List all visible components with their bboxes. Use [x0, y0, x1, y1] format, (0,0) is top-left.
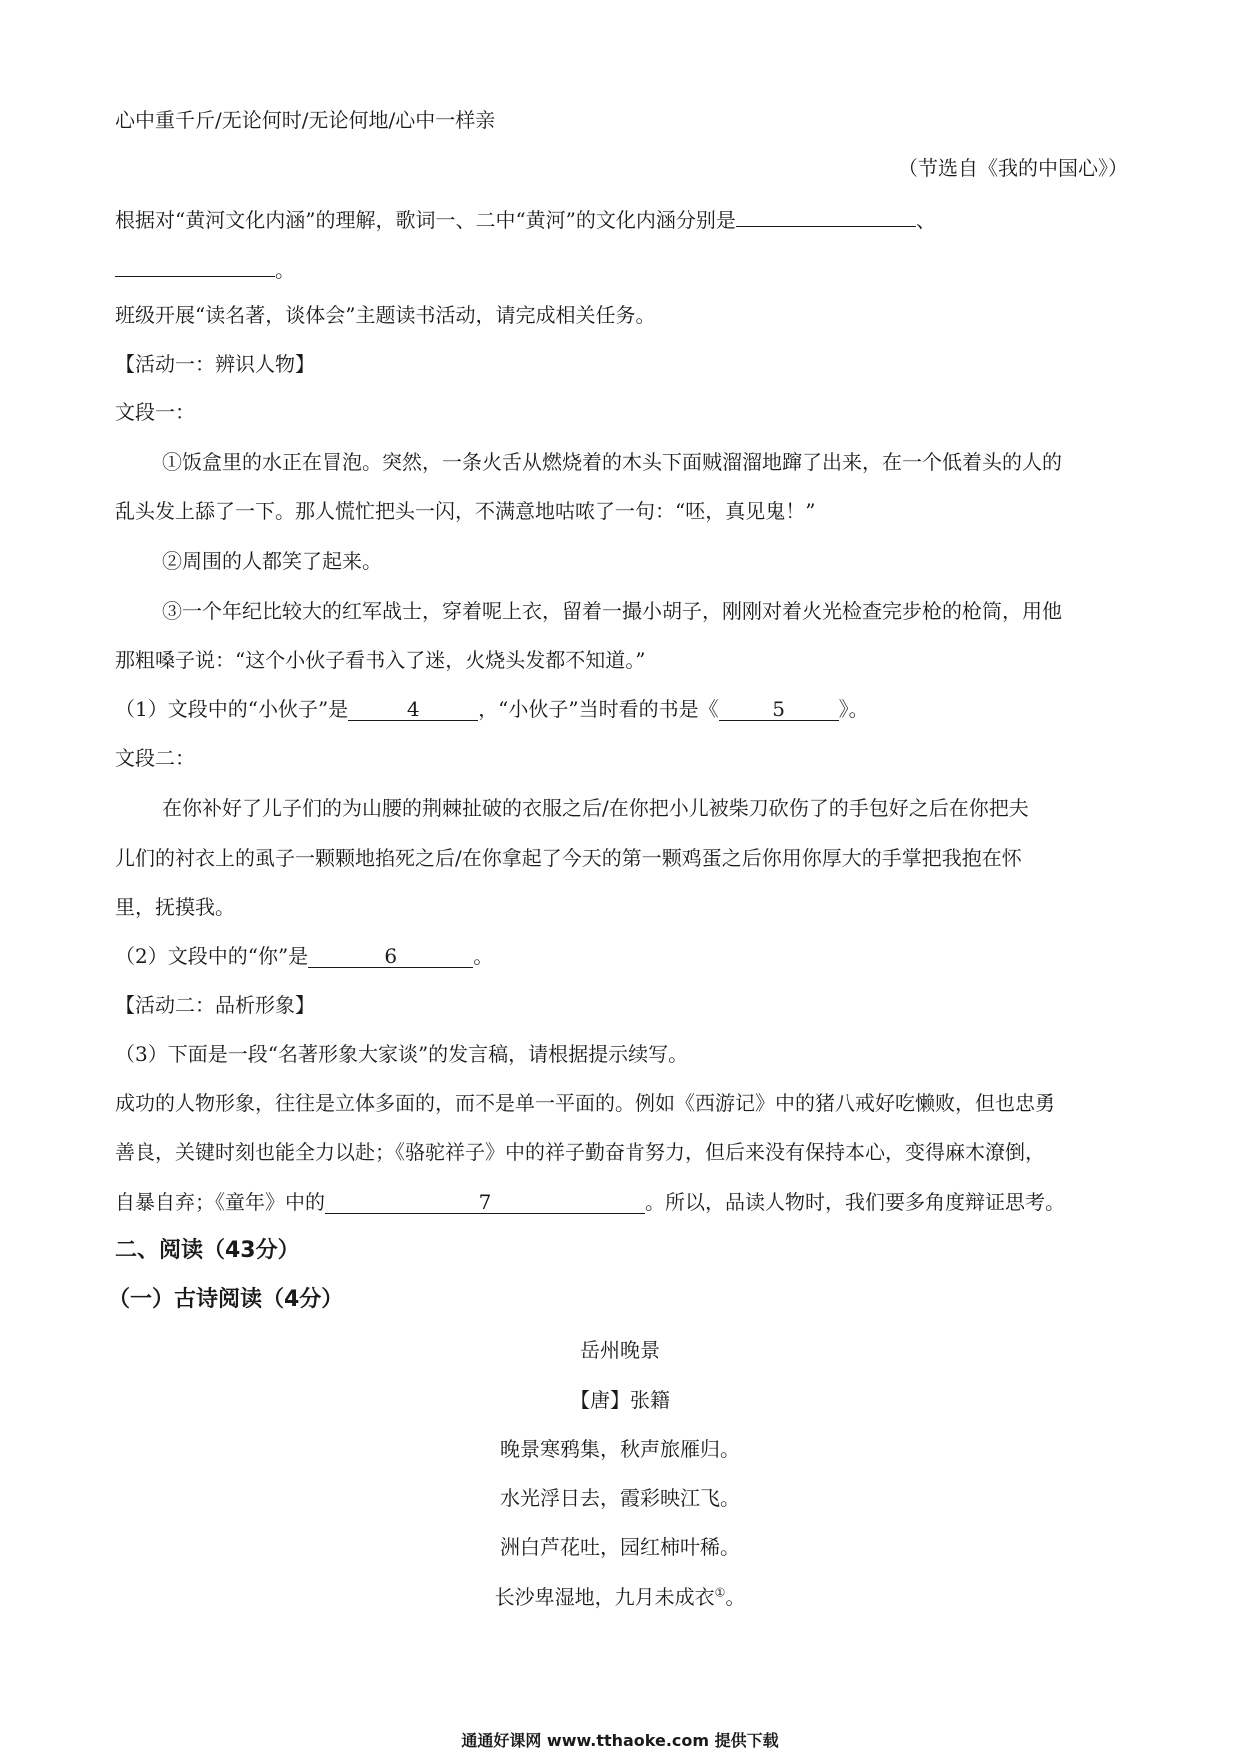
passage1-p1-line1: ①饭盒里的水正在冒泡。突然，一条火舌从燃烧着的木头下面贼溜溜地蹿了出来，在一个低着头的人的 — [162, 450, 1062, 474]
question-yellow-river — [115, 204, 936, 234]
answer-blank-7[interactable]: 7 — [325, 1191, 645, 1214]
passage2-line3: 里，抚摸我。 — [115, 895, 235, 919]
answer-blank-4[interactable]: 4 — [348, 698, 478, 721]
question-text: （2）文段中的“你”是 — [115, 944, 309, 968]
passage2-label: 文段二： — [115, 746, 195, 770]
passage1-label: 文段一： — [115, 400, 195, 424]
section-subtitle: （一）古诗阅读（4分） — [108, 1287, 344, 1312]
question-text: 自暴自弃；《童年》中的 — [115, 1190, 325, 1214]
poem-author: 【唐】张籍 — [570, 1388, 670, 1412]
question-1 — [115, 695, 869, 723]
question-text: 根据对“黄河文化内涵”的理解，歌词一、二中“黄河”的文化内涵分别是 — [115, 208, 736, 232]
question-text: ，“小伙子”当时看的书是《 — [478, 697, 719, 721]
question-3-line2: 善良，关键时刻也能全力以赴；《骆驼祥子》中的祥子勤奋肯努力，但后来没有保持本心，变得麻木潦倒， — [115, 1140, 1045, 1164]
poem-line: 洲白芦花吐，园红柿叶稀。 — [500, 1535, 740, 1559]
question-text: 。所以，品读人物时，我们要多角度辩证思考。 — [645, 1190, 1065, 1214]
poem-line: 晚景寒鸦集，秋声旅雁归。 — [500, 1437, 740, 1461]
question-3-line1: 成功的人物形象，往往是立体多面的，而不是单一平面的。例如《西游记》中的猪八戒好吃懒败，但也忠勇 — [115, 1091, 1055, 1115]
poem-line: 水光浮日去，霞彩映江飞。 — [500, 1486, 740, 1510]
activity-intro: 班级开展“读名著，谈体会”主题读书活动，请完成相关任务。 — [115, 303, 656, 327]
passage2-line1: 在你补好了儿子们的为山腰的荆棘扯破的衣服之后/在你把小儿被柴刀砍伤了的手包好之后在你把夫 — [162, 796, 1029, 820]
song-source: （节选自《我的中国心》） — [898, 156, 1128, 180]
answer-blank[interactable] — [736, 204, 916, 227]
passage1-p3-line2: 那粗嗓子说：“这个小伙子看书入了迷，火烧头发都不知道。” — [115, 648, 646, 672]
end-punct: 。 — [473, 944, 494, 968]
poem-title: 岳州晚景 — [580, 1338, 660, 1362]
answer-blank-6[interactable]: 6 — [308, 945, 473, 968]
passage1-p1-line2: 乱头发上舔了一下。那人慌忙把头一闪，不满意地咕哝了一句：“呸，真见鬼！” — [115, 499, 816, 523]
question-text: （1）文段中的“小伙子”是 — [115, 697, 349, 721]
footnote-marker: ① — [714, 1585, 726, 1600]
activity2-title: 【活动二：品析形象】 — [115, 993, 315, 1017]
page-footer: 通通好课网 www.tthaoke.com 提供下载 — [461, 1731, 779, 1750]
answer-blank[interactable] — [115, 254, 275, 277]
question-yellow-river-cont — [115, 254, 295, 284]
section-title: 二、阅读（43分） — [115, 1238, 300, 1263]
activity1-title: 【活动一：辨识人物】 — [115, 352, 315, 376]
passage1-p2: ②周围的人都笑了起来。 — [162, 549, 382, 573]
question-3-prompt: （3）下面是一段“名著形象大家谈”的发言稿，请根据提示续写。 — [115, 1042, 689, 1066]
question-3-line3 — [115, 1188, 1065, 1216]
passage2-line2: 儿们的衬衣上的虱子一颗颗地掐死之后/在你拿起了今天的第一颗鸡蛋之后你用你厚大的手掌把我抱在怀 — [115, 846, 1022, 870]
end-punct: 。 — [275, 258, 295, 282]
end-punct: 。 — [725, 1585, 746, 1609]
passage1-p3-line1: ③一个年纪比较大的红军战士，穿着呢上衣，留着一撮小胡子，刚刚对着火光检查完步枪的枪筒，用他 — [162, 599, 1062, 623]
separator: 、 — [915, 208, 936, 232]
answer-blank-5[interactable]: 5 — [719, 698, 839, 721]
end-punct: 》。 — [838, 697, 869, 721]
song-lyric-line: 心中重千斤/无论何时/无论何地/心中一样亲 — [115, 108, 496, 132]
poem-line — [0, 1583, 1240, 1611]
poem-line-text: 长沙卑湿地，九月未成衣 — [494, 1585, 715, 1609]
question-2 — [115, 942, 493, 970]
